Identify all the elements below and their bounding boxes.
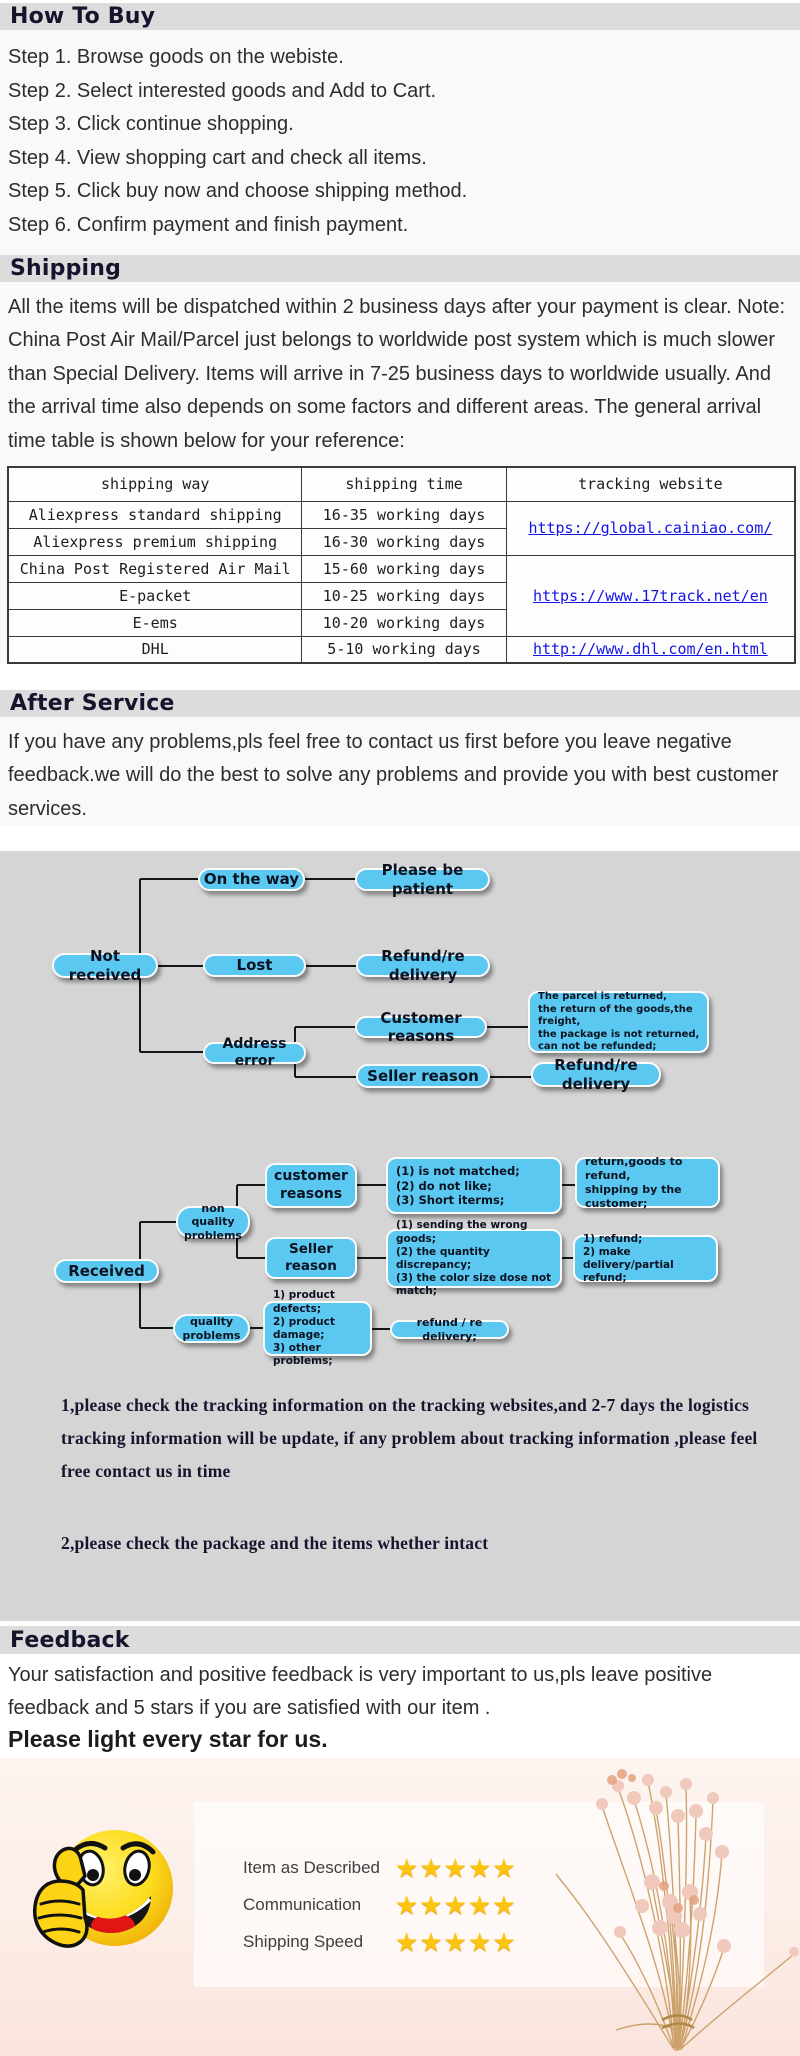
how-to-buy-steps: [0, 30, 800, 255]
star-icon: ★: [443, 1853, 467, 1884]
tracking-cell: [506, 636, 795, 663]
shipping-time-cell: 10-25 working days: [302, 582, 506, 609]
shipping-time-cell: 16-30 working days: [302, 528, 506, 555]
star-icon: ★: [443, 1927, 467, 1958]
five-star-rating: [395, 1853, 516, 1884]
after-service-flowchart: [0, 851, 800, 1621]
node-on-the-way: On the way: [198, 868, 305, 891]
node-quality-conditions: 1) product defects; 2) product damage; 3) other problems;: [263, 1301, 372, 1356]
node-quality-result: refund / re delivery;: [390, 1320, 509, 1339]
node-customer-result: return,goods to refund, shipping by the customer;: [575, 1157, 720, 1208]
node-refund-re-delivery: Refund/re delivery: [356, 954, 490, 977]
rating-label: Shipping Speed: [243, 1932, 364, 1952]
node-non-quality-problems: non quality problems: [176, 1206, 250, 1238]
feedback-banner: [0, 1758, 800, 2056]
step-2: Step 2. Select interested goods and Add to Cart.: [8, 79, 437, 102]
star-icon: ★: [419, 1890, 443, 1921]
feedback-header: Feedback: [0, 1626, 800, 1654]
node-seller-reason: Seller reason: [356, 1064, 490, 1088]
dried-flowers-image: [556, 1758, 800, 2056]
node-customer-conditions: (1) is not matched; (2) do not like; (3) Short iterms;: [386, 1157, 562, 1214]
thumbs-up-smiley-icon: [25, 1820, 185, 1975]
rating-row-communication: [243, 1890, 516, 1920]
node-address-error: Address error: [203, 1042, 306, 1064]
shipping-intro: All the items will be dispatched within 2 business days after your payment is clear. Note: China Post Air Mail/Parcel just belongs to worldwide post system which is much slower than Special Delivery. Items will arrive in 7-25 business days to worldwide usually. And the arrival time also depends on some factors and different areas. The general arrival time table is shown below for your reference:: [8, 296, 786, 452]
rating-row-shipping-speed: [243, 1927, 516, 1957]
node-customer-reasons: Customer reasons: [355, 1016, 487, 1038]
star-icon: ★: [395, 1890, 419, 1921]
tracking-cell: [506, 501, 795, 555]
node-not-received: Not received: [52, 953, 158, 978]
table-header-row: [8, 467, 795, 501]
star-icon: ★: [492, 1890, 516, 1921]
step-5: Step 5. Click buy now and choose shipping method.: [8, 180, 468, 202]
shipping-header: Shipping: [0, 255, 800, 282]
step-1: Step 1. Browse goods on the webiste.: [8, 46, 344, 68]
star-icon: ★: [492, 1853, 516, 1884]
how-to-buy-header: How To Buy: [0, 3, 800, 30]
star-icon: ★: [492, 1927, 516, 1958]
star-icon: ★: [467, 1853, 492, 1884]
shipping-time-cell: 15-60 working days: [302, 555, 506, 582]
shipping-time-cell: 10-20 working days: [302, 609, 506, 636]
shipping-way-cell: E-ems: [8, 609, 302, 636]
star-icon: ★: [443, 1890, 467, 1921]
node-please-be-patient: Please be patient: [355, 868, 490, 891]
node-parcel-returned-note: The parcel is returned, the return of the goods,the freight, the package is not returned, can not be refunded;: [528, 991, 709, 1053]
shipping-section: [0, 282, 800, 664]
node-refund-re-delivery-2: Refund/re delivery: [531, 1062, 661, 1087]
tracking-cell: [506, 555, 795, 636]
table-row: [8, 501, 795, 528]
rating-label: Communication: [243, 1895, 362, 1915]
star-icon: ★: [467, 1890, 492, 1921]
step-6: Step 6. Confirm payment and finish payment.: [8, 213, 409, 236]
17track-link[interactable]: https://www.17track.net/en: [532, 586, 768, 605]
shipping-way-cell: Aliexpress premium shipping: [8, 528, 302, 555]
star-icon: ★: [419, 1927, 443, 1958]
shipping-way-cell: E-packet: [8, 582, 302, 609]
shipping-time-cell: 5-10 working days: [302, 636, 506, 663]
node-customer-reasons-2: customer reasons: [265, 1163, 357, 1208]
shipping-way-cell: Aliexpress standard shipping: [8, 501, 302, 528]
node-seller-reason-2: Seller reason: [265, 1237, 357, 1279]
rating-row-item-as-described: [243, 1853, 516, 1883]
feedback-highlight: Please light every star for us.: [8, 1726, 328, 1753]
five-star-rating: [395, 1890, 516, 1921]
col-header-tracking-website: tracking website: [506, 467, 795, 501]
node-received: Received: [54, 1259, 159, 1283]
star-icon: ★: [395, 1927, 419, 1958]
cainiao-link[interactable]: https://global.cainiao.com/: [528, 519, 773, 538]
shipping-way-cell: DHL: [8, 636, 302, 663]
step-4: Step 4. View shopping cart and check all items.: [8, 146, 427, 169]
table-row: [8, 636, 795, 663]
table-row: [8, 555, 795, 582]
node-lost: Lost: [203, 954, 306, 977]
shipping-table: [7, 466, 796, 664]
node-seller-conditions: (1) sending the wrong goods; (2) the quantity discrepancy; (3) the color size dose not match;: [386, 1229, 562, 1288]
after-service-intro: If you have any problems,pls feel free to contact us first before you leave negative feedback.we will do the best to solve any problems and provide you with best customer services.: [0, 717, 800, 826]
star-icon: ★: [395, 1853, 419, 1884]
tracking-note-2: 2,please check the package and the items whether intact: [61, 1533, 489, 1554]
col-header-shipping-way: shipping way: [8, 467, 302, 501]
col-header-shipping-time: shipping time: [302, 467, 506, 501]
rating-label: Item as Described: [243, 1858, 380, 1878]
step-3: Step 3. Click continue shopping.: [8, 113, 294, 135]
after-service-header: After Service: [0, 690, 800, 717]
feedback-intro: Your satisfaction and positive feedback is very important to us,pls leave positive feedback and 5 stars if you are satisfied with our item .: [8, 1664, 713, 1720]
shipping-way-cell: China Post Registered Air Mail: [8, 555, 302, 582]
dhl-link[interactable]: http://www.dhl.com/en.html: [532, 640, 768, 659]
shipping-time-cell: 16-35 working days: [302, 501, 506, 528]
node-seller-result: 1) refund; 2) make delivery/partial refund;: [573, 1235, 718, 1282]
five-star-rating: [395, 1927, 516, 1958]
node-quality-problems: quality problems: [173, 1314, 250, 1343]
star-icon: ★: [419, 1853, 443, 1884]
tracking-note-1: 1,please check the tracking information on the tracking websites,and 2-7 days the logistics tracking information will be update, if any problem about tracking information ,please feel free contact us in time: [61, 1395, 758, 1482]
star-icon: ★: [467, 1927, 492, 1958]
